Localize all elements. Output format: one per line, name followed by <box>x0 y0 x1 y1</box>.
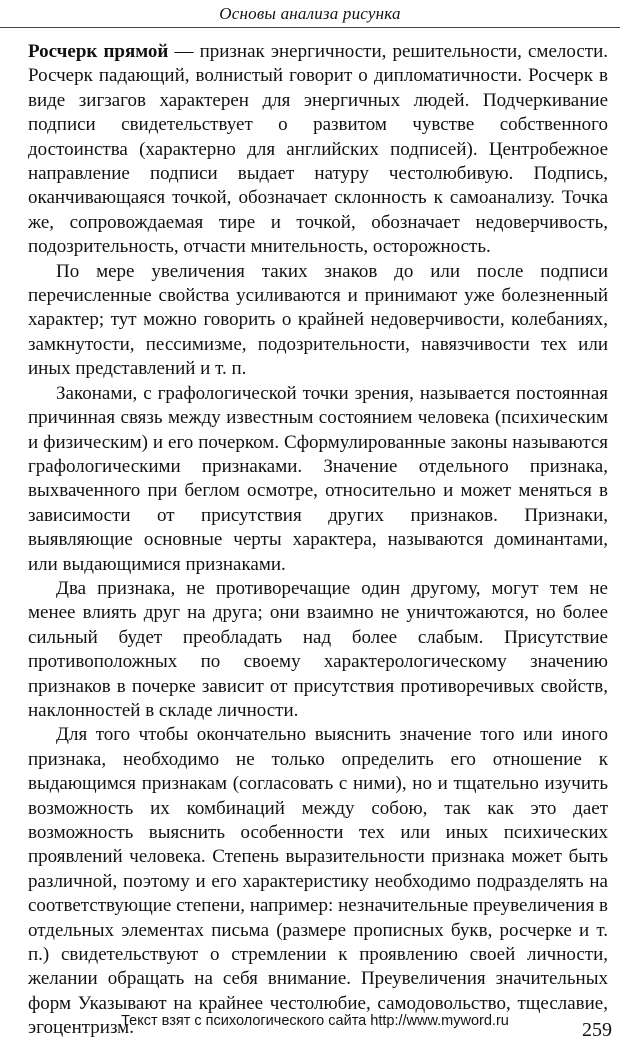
running-title: Основы анализа рисунка <box>219 4 401 23</box>
paragraph-lead-term: Росчерк прямой <box>28 41 169 62</box>
paragraph-text: — признак энергичности, решительности, смелости. Росчерк падающий, волнистый говорит о дипломатичности. Росчерк в виде зигзагов характерен для энергичных людей. Подчеркивание подписи свидетельствует о развитом чувстве собственного достоинства (характерно для английских подписей). Центробежное направление подписи выдает натуру честолюбивую. Подпись, оканчивающаяся точкой, обозначает склонность к самоанализу. Точка же, сопровождаемая тире и точкой, обозначает недоверчивость, подозрительность, отчасти мнительность, осторожность. <box>28 41 608 258</box>
paragraph-2: По мере увеличения таких знаков до или после подписи перечисленные свойства усиливаются и принимают уже болезненный характер; тут можно говорить о крайней недоверчивости, колебаниях, замкнутости, пессимизме, подозрительности, навязчивости тех или иных представлений и т. п. <box>28 260 608 380</box>
paragraph-5: Для того чтобы окончательно выяснить значение того или иного признака, необходимо не только определить его отношение к выдающимся признакам (согласовать с ними), но и тщательно изучить возможность их комбинаций между собою, так как это дает возможность выяснить особенности тех или иных психических проявлений человека. Степень выразительности признака может быть различной, поэтому и его характеристику необходимо подразделять на соответствующие степени, например: незначительные преувеличения в отдельных элементах письма (размере прописных букв, росчерке и т. п.) свидетельствуют о стремлении к проявлению своей личности, желании обращать на себя внимание. Преувеличения значительных форм Указывают на крайнее честолюбие, самодовольство, тщеславие, эгоцентризм. <box>28 724 608 1039</box>
header-rule <box>0 27 620 28</box>
page-number: 259 <box>582 1019 612 1041</box>
paragraph-4: Два признака, не противоречащие один другому, могут тем не менее влиять друг на друга; они взаимно не уничтожаются, но более сильный будет преобладать над более слабым. Присутствие противоположных по своему характерологическому значению признаков в почерке зависит от присутствия противоречивых свойств, наклонностей в складе личности. <box>28 577 608 721</box>
page-body <box>28 40 608 1041</box>
paragraph-1 <box>28 40 608 260</box>
paragraph-3: Законами, с графологической точки зрения, называется постоянная причинная связь между известным состоянием человека (психическим и физическим) и его почерком. Сформулированные законы называются графологическими признаками. Значение отдельного признака, выхваченного при беглом осмотре, относительно и может меняться в зависимости от присутствия других признаков. Признаки, выявляющие основные черты характера, называются доминантами, или выдающимися признаками. <box>28 382 608 575</box>
source-note: Текст взят с психологического сайта http://www.myword.ru <box>121 1013 509 1029</box>
